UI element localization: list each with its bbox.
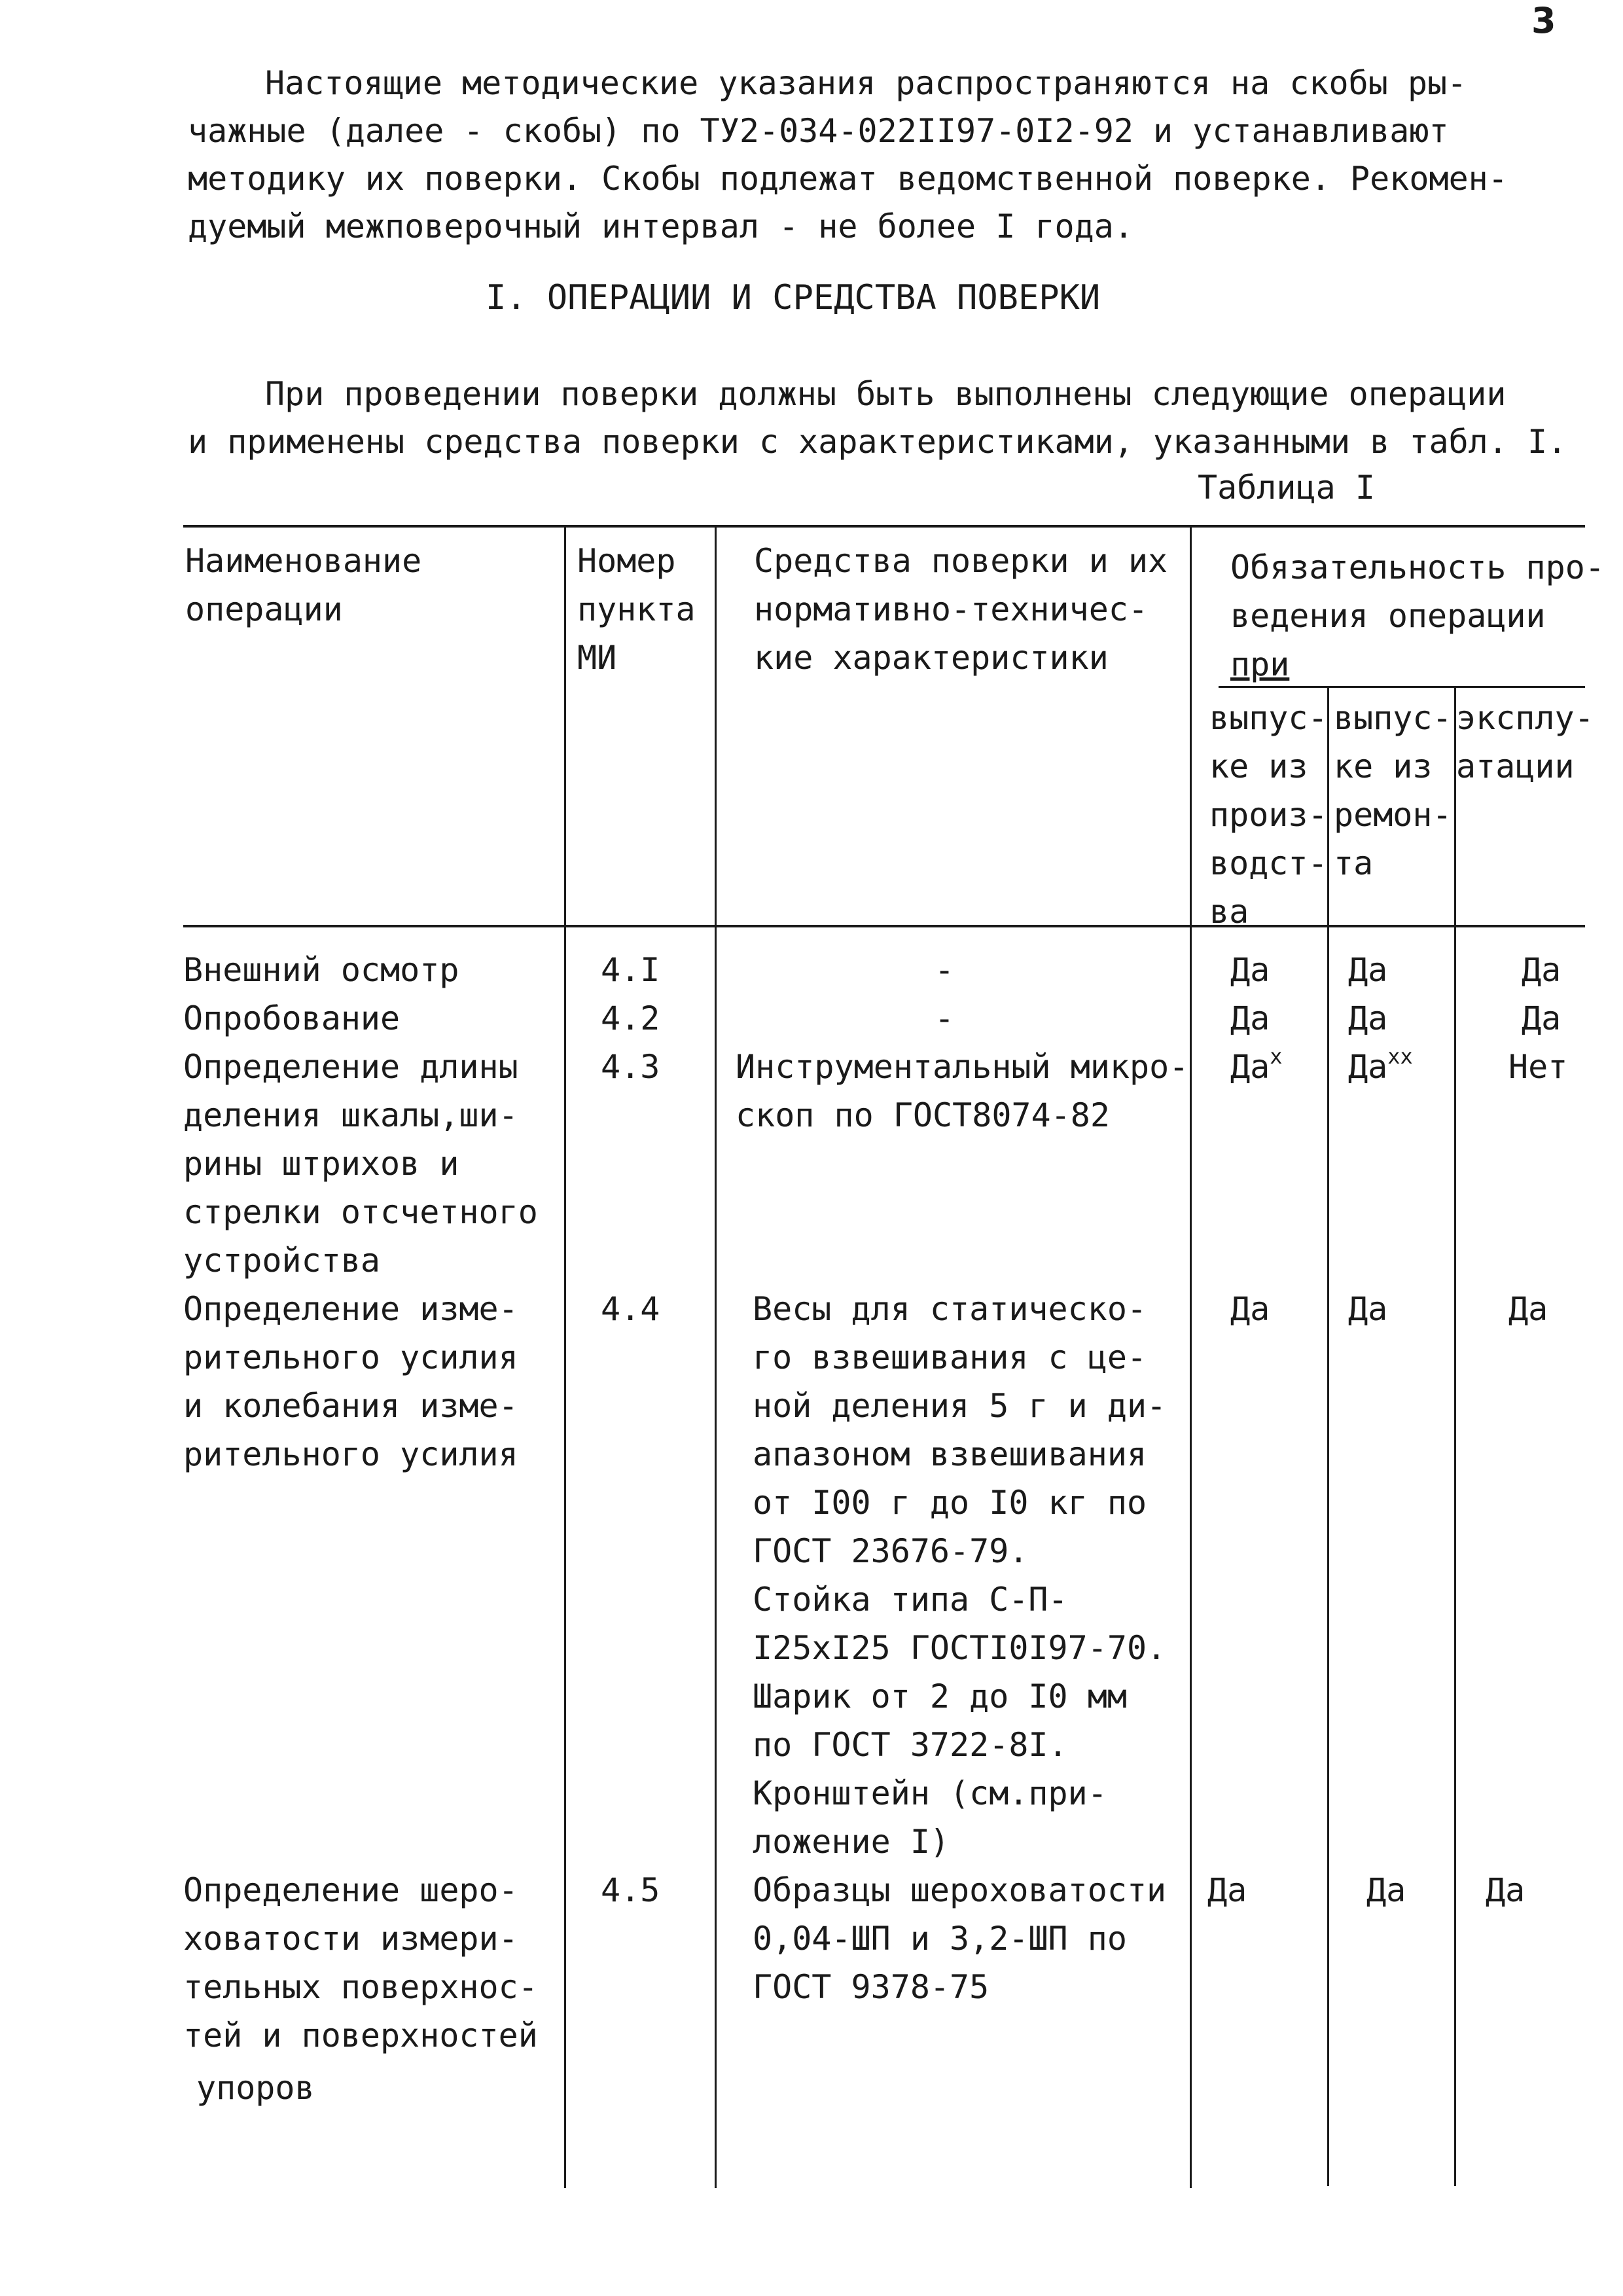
table-col-divider [564,528,566,2188]
intro-line: дуемый межповерочный интервал - не более I года. [188,207,1133,245]
table-top-rule [183,525,1585,528]
table-col-divider [1454,687,1456,2186]
table-col-divider [715,528,717,2188]
page-number: 3 [1531,0,1556,41]
table-header-rule [183,925,1585,927]
table-col-divider [1190,528,1192,2188]
intro-line: методику их поверки. Скобы подлежат ведомственной поверке. Рекомен- [188,160,1508,198]
section-title: I. ОПЕРАЦИИ И СРЕДСТВА ПОВЕРКИ [486,278,1101,317]
intro-line: Настоящие методические указания распространяются на скобы ры- [265,64,1467,102]
para-line: При проведении поверки должны быть выполнены следующие операции [265,375,1507,413]
para-line: и применены средства поверки с характеристиками, указанными в табл. I. [188,423,1567,461]
table-caption: Таблица I [1198,469,1375,507]
table-col-divider [1327,687,1329,2186]
intro-line: чажные (далее - скобы) по ТУ2-034-022II97-0I2-92 и устанавливают [188,112,1449,150]
